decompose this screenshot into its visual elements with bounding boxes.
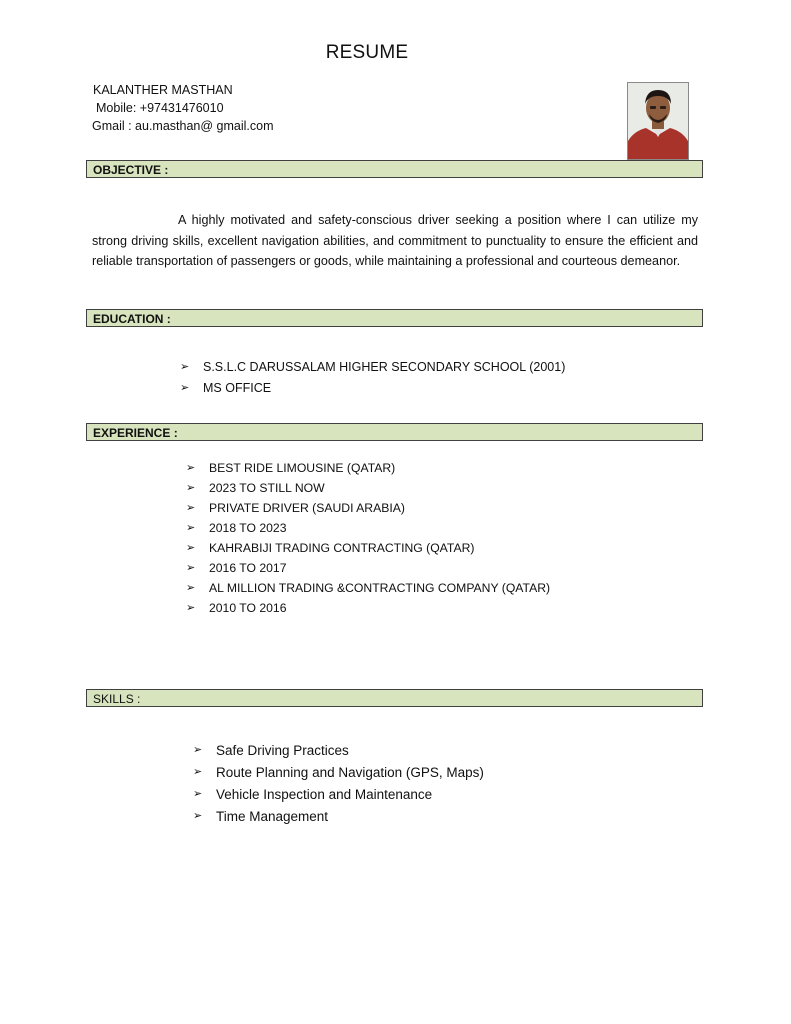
- arrow-bullet-icon: ➢: [186, 602, 196, 614]
- arrow-bullet-icon: ➢: [186, 522, 196, 534]
- education-list: [180, 360, 565, 402]
- arrow-bullet-icon: ➢: [186, 562, 196, 574]
- list-item: [186, 581, 550, 601]
- arrow-bullet-icon: ➢: [186, 502, 196, 514]
- list-item: [193, 743, 484, 765]
- objective-paragraph: [92, 210, 698, 272]
- experience-item-text: KAHRABIJI TRADING CONTRACTING (QATAR): [209, 541, 475, 555]
- page-title: RESUME: [325, 42, 409, 63]
- arrow-bullet-icon: ➢: [186, 482, 196, 494]
- skills-heading: SKILLS :: [86, 689, 703, 707]
- list-item: [193, 765, 484, 787]
- list-item: [193, 809, 484, 831]
- contact-name: KALANTHER MASTHAN: [93, 83, 233, 97]
- skill-item-text: Safe Driving Practices: [216, 743, 349, 758]
- contact-mobile: Mobile: +97431476010: [96, 101, 224, 115]
- skills-list: [193, 743, 484, 831]
- list-item: [186, 501, 550, 521]
- arrow-bullet-icon: ➢: [180, 382, 190, 394]
- person-photo-icon: [628, 83, 688, 159]
- arrow-bullet-icon: ➢: [186, 462, 196, 474]
- experience-item-text: 2010 TO 2016: [209, 601, 287, 615]
- arrow-bullet-icon: ➢: [186, 542, 196, 554]
- arrow-bullet-icon: ➢: [180, 361, 190, 373]
- objective-text: A highly motivated and safety-conscious driver seeking a position where I can utilize my strong driving skills, excellent navigation abilities, and commitment to punctuality to ensure the efficient and reliable transportation of passengers or goods, while maintaining a professional and courteous demeanor.: [92, 213, 698, 268]
- education-heading: EDUCATION :: [86, 309, 703, 327]
- arrow-bullet-icon: ➢: [186, 582, 196, 594]
- experience-heading: EXPERIENCE :: [86, 423, 703, 441]
- arrow-bullet-icon: ➢: [193, 744, 203, 756]
- skill-item-text: Vehicle Inspection and Maintenance: [216, 787, 433, 802]
- list-item: [180, 360, 565, 381]
- skill-item-text: Time Management: [216, 809, 329, 824]
- experience-item-text: 2016 TO 2017: [209, 561, 287, 575]
- profile-photo: [627, 82, 689, 160]
- arrow-bullet-icon: ➢: [193, 810, 203, 822]
- list-item: [193, 787, 484, 809]
- contact-email: Gmail : au.masthan@ gmail.com: [92, 119, 274, 133]
- list-item: [186, 481, 550, 501]
- education-item-text: S.S.L.C DARUSSALAM HIGHER SECONDARY SCHOOL (2001): [203, 360, 566, 374]
- objective-heading: OBJECTIVE :: [86, 160, 703, 178]
- experience-item-text: PRIVATE DRIVER (SAUDI ARABIA): [209, 501, 405, 515]
- experience-list: [186, 461, 550, 621]
- experience-item-text: BEST RIDE LIMOUSINE (QATAR): [209, 461, 396, 475]
- experience-item-text: 2023 TO STILL NOW: [209, 481, 325, 495]
- list-item: [186, 461, 550, 481]
- list-item: [180, 381, 565, 402]
- arrow-bullet-icon: ➢: [193, 788, 203, 800]
- experience-item-text: 2018 TO 2023: [209, 521, 287, 535]
- list-item: [186, 601, 550, 621]
- education-item-text: MS OFFICE: [203, 381, 272, 395]
- list-item: [186, 561, 550, 581]
- list-item: [186, 521, 550, 541]
- experience-item-text: AL MILLION TRADING &CONTRACTING COMPANY (QATAR): [209, 581, 551, 595]
- list-item: [186, 541, 550, 561]
- arrow-bullet-icon: ➢: [193, 766, 203, 778]
- skill-item-text: Route Planning and Navigation (GPS, Maps): [216, 765, 484, 780]
